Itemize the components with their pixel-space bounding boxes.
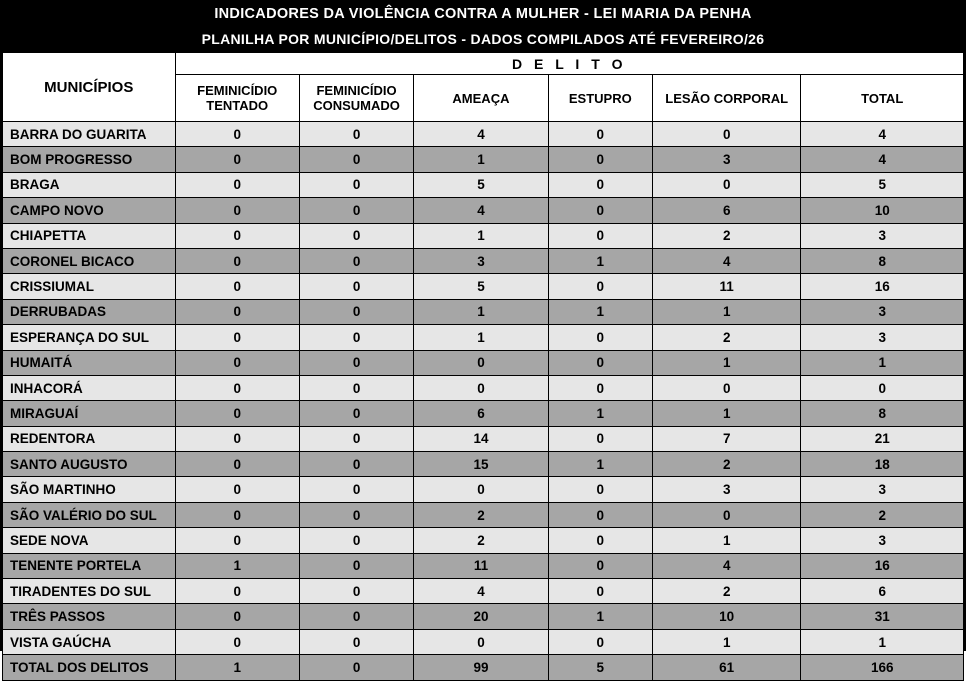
table-row	[3, 299, 964, 324]
cell-value: 4	[801, 147, 964, 172]
cell-value: 3	[801, 299, 964, 324]
column-header-total: TOTAL	[801, 75, 964, 122]
cell-value: 1	[652, 350, 800, 375]
cell-value: 0	[548, 502, 652, 527]
cell-value: 0	[175, 122, 299, 147]
cell-value: 4	[801, 122, 964, 147]
cell-value: 0	[175, 452, 299, 477]
cell-value: 3	[414, 248, 548, 273]
column-header-municipios: MUNICÍPIOS	[3, 53, 176, 122]
cell-value: 0	[175, 401, 299, 426]
cell-value: 0	[652, 375, 800, 400]
table-row	[3, 147, 964, 172]
cell-value: 31	[801, 604, 964, 629]
cell-value: 4	[652, 248, 800, 273]
column-header-estupro: ESTUPRO	[548, 75, 652, 122]
cell-value: 2	[652, 452, 800, 477]
cell-total-value: 5	[548, 655, 652, 680]
cell-value: 0	[299, 502, 413, 527]
cell-value: 0	[175, 248, 299, 273]
cell-value: 1	[652, 528, 800, 553]
table-row	[3, 553, 964, 578]
table-row	[3, 122, 964, 147]
cell-value: 4	[414, 198, 548, 223]
column-header-feminicidio-tentado	[175, 75, 299, 122]
cell-value: 0	[548, 172, 652, 197]
cell-value: 1	[414, 147, 548, 172]
table-row	[3, 274, 964, 299]
table-row	[3, 452, 964, 477]
cell-value: 0	[299, 223, 413, 248]
cell-value: 0	[414, 629, 548, 654]
cell-value: 6	[652, 198, 800, 223]
cell-value: 0	[175, 604, 299, 629]
cell-value: 0	[299, 553, 413, 578]
cell-value: 0	[299, 452, 413, 477]
table-body	[3, 122, 964, 681]
cell-value: 3	[801, 528, 964, 553]
cell-value: 8	[801, 401, 964, 426]
cell-value: 3	[652, 477, 800, 502]
cell-value: 20	[414, 604, 548, 629]
cell-value: 0	[299, 604, 413, 629]
cell-value: 0	[414, 375, 548, 400]
cell-value: 0	[548, 553, 652, 578]
cell-municipio: CORONEL BICACO	[3, 248, 176, 273]
cell-value: 1	[652, 401, 800, 426]
cell-value: 0	[414, 477, 548, 502]
table-row	[3, 604, 964, 629]
cell-municipio: VISTA GAÚCHA	[3, 629, 176, 654]
cell-value: 4	[652, 553, 800, 578]
cell-value: 0	[652, 122, 800, 147]
cell-total-label: TOTAL DOS DELITOS	[3, 655, 176, 680]
cell-value: 1	[414, 299, 548, 324]
cell-value: 0	[801, 375, 964, 400]
cell-value: 0	[175, 629, 299, 654]
report-title-primary: INDICADORES DA VIOLÊNCIA CONTRA A MULHER - LEI MARIA DA PENHA	[2, 2, 964, 27]
cell-value: 5	[414, 172, 548, 197]
column-header-line1: FEMINICÍDIO	[316, 83, 397, 98]
column-header-feminicidio-consumado	[299, 75, 413, 122]
cell-value: 0	[299, 401, 413, 426]
cell-municipio: CAMPO NOVO	[3, 198, 176, 223]
cell-value: 0	[175, 325, 299, 350]
cell-value: 0	[414, 350, 548, 375]
cell-value: 0	[175, 198, 299, 223]
cell-value: 0	[299, 122, 413, 147]
cell-value: 1	[548, 604, 652, 629]
cell-value: 0	[175, 274, 299, 299]
cell-value: 0	[175, 375, 299, 400]
cell-value: 1	[801, 629, 964, 654]
cell-value: 2	[652, 325, 800, 350]
cell-value: 1	[652, 629, 800, 654]
column-header-line2: CONSUMADO	[313, 98, 400, 113]
cell-value: 1	[652, 299, 800, 324]
cell-value: 4	[414, 122, 548, 147]
cell-municipio: BARRA DO GUARITA	[3, 122, 176, 147]
cell-value: 0	[175, 223, 299, 248]
cell-value: 1	[414, 325, 548, 350]
cell-value: 0	[175, 172, 299, 197]
cell-municipio: BOM PROGRESSO	[3, 147, 176, 172]
crime-indicators-table	[2, 52, 964, 681]
cell-value: 16	[801, 274, 964, 299]
cell-value: 11	[652, 274, 800, 299]
cell-value: 3	[801, 325, 964, 350]
cell-value: 1	[548, 452, 652, 477]
cell-total-value: 99	[414, 655, 548, 680]
table-row	[3, 401, 964, 426]
cell-value: 0	[548, 477, 652, 502]
cell-municipio: TRÊS PASSOS	[3, 604, 176, 629]
cell-value: 15	[414, 452, 548, 477]
cell-value: 0	[175, 350, 299, 375]
cell-value: 11	[414, 553, 548, 578]
cell-value: 0	[548, 223, 652, 248]
cell-value: 18	[801, 452, 964, 477]
cell-value: 0	[175, 477, 299, 502]
table-row	[3, 198, 964, 223]
cell-total-value: 0	[299, 655, 413, 680]
cell-value: 0	[548, 579, 652, 604]
cell-value: 1	[548, 248, 652, 273]
cell-municipio: CRISSIUMAL	[3, 274, 176, 299]
cell-value: 2	[652, 223, 800, 248]
cell-value: 0	[548, 325, 652, 350]
table-row	[3, 502, 964, 527]
cell-value: 3	[801, 477, 964, 502]
cell-municipio: SEDE NOVA	[3, 528, 176, 553]
cell-value: 1	[548, 299, 652, 324]
cell-value: 21	[801, 426, 964, 451]
cell-value: 0	[652, 172, 800, 197]
table-row	[3, 477, 964, 502]
cell-value: 8	[801, 248, 964, 273]
cell-value: 0	[299, 528, 413, 553]
cell-municipio: REDENTORA	[3, 426, 176, 451]
cell-value: 2	[801, 502, 964, 527]
cell-value: 0	[299, 299, 413, 324]
cell-municipio: HUMAITÁ	[3, 350, 176, 375]
column-header-ameaca: AMEAÇA	[414, 75, 548, 122]
cell-value: 0	[548, 122, 652, 147]
cell-value: 1	[548, 401, 652, 426]
cell-value: 0	[299, 375, 413, 400]
cell-value: 10	[652, 604, 800, 629]
table-row	[3, 426, 964, 451]
table-total-row	[3, 655, 964, 680]
cell-municipio: SÃO VALÉRIO DO SUL	[3, 502, 176, 527]
cell-municipio: CHIAPETTA	[3, 223, 176, 248]
cell-value: 0	[548, 375, 652, 400]
cell-value: 0	[299, 248, 413, 273]
cell-municipio: DERRUBADAS	[3, 299, 176, 324]
cell-value: 0	[175, 426, 299, 451]
cell-value: 0	[652, 502, 800, 527]
table-row	[3, 248, 964, 273]
cell-value: 4	[414, 579, 548, 604]
cell-municipio: TENENTE PORTELA	[3, 553, 176, 578]
cell-value: 0	[299, 147, 413, 172]
cell-value: 0	[299, 477, 413, 502]
table-row	[3, 325, 964, 350]
cell-value: 16	[801, 553, 964, 578]
cell-total-value: 166	[801, 655, 964, 680]
cell-value: 0	[175, 299, 299, 324]
cell-value: 2	[652, 579, 800, 604]
cell-value: 0	[299, 172, 413, 197]
cell-value: 0	[175, 147, 299, 172]
cell-value: 14	[414, 426, 548, 451]
cell-value: 0	[175, 579, 299, 604]
cell-value: 0	[548, 350, 652, 375]
table-row	[3, 350, 964, 375]
table-row	[3, 579, 964, 604]
column-header-line1: FEMINICÍDIO	[197, 83, 278, 98]
cell-value: 0	[299, 629, 413, 654]
cell-municipio: MIRAGUAÍ	[3, 401, 176, 426]
cell-value: 2	[414, 502, 548, 527]
cell-value: 1	[175, 553, 299, 578]
cell-municipio: TIRADENTES DO SUL	[3, 579, 176, 604]
report-title-secondary: PLANILHA POR MUNICÍPIO/DELITOS - DADOS COMPILADOS ATÉ FEVEREIRO/26	[2, 27, 964, 52]
cell-value: 0	[548, 198, 652, 223]
cell-value: 0	[175, 528, 299, 553]
cell-value: 5	[801, 172, 964, 197]
cell-value: 0	[548, 528, 652, 553]
cell-value: 0	[175, 502, 299, 527]
cell-value: 10	[801, 198, 964, 223]
table-row	[3, 172, 964, 197]
cell-municipio: ESPERANÇA DO SUL	[3, 325, 176, 350]
cell-value: 0	[299, 579, 413, 604]
cell-value: 0	[299, 350, 413, 375]
cell-value: 0	[299, 274, 413, 299]
cell-value: 3	[801, 223, 964, 248]
cell-municipio: SANTO AUGUSTO	[3, 452, 176, 477]
column-group-header-delito: D E L I T O	[175, 53, 963, 75]
cell-value: 2	[414, 528, 548, 553]
cell-value: 7	[652, 426, 800, 451]
cell-total-value: 1	[175, 655, 299, 680]
cell-value: 0	[548, 274, 652, 299]
cell-value: 0	[299, 325, 413, 350]
cell-value: 6	[414, 401, 548, 426]
cell-value: 1	[414, 223, 548, 248]
table-row	[3, 375, 964, 400]
table-row	[3, 223, 964, 248]
cell-value: 0	[548, 629, 652, 654]
cell-value: 0	[299, 198, 413, 223]
cell-value: 0	[548, 426, 652, 451]
column-header-line2: TENTADO	[206, 98, 269, 113]
cell-value: 5	[414, 274, 548, 299]
cell-value: 3	[652, 147, 800, 172]
table-row	[3, 528, 964, 553]
header-row-group	[3, 53, 964, 75]
cell-total-value: 61	[652, 655, 800, 680]
cell-value: 0	[548, 147, 652, 172]
cell-value: 6	[801, 579, 964, 604]
cell-municipio: INHACORÁ	[3, 375, 176, 400]
cell-value: 1	[801, 350, 964, 375]
column-header-lesao-corporal: LESÃO CORPORAL	[652, 75, 800, 122]
cell-municipio: BRAGA	[3, 172, 176, 197]
cell-municipio: SÃO MARTINHO	[3, 477, 176, 502]
table-header	[3, 53, 964, 122]
cell-value: 0	[299, 426, 413, 451]
